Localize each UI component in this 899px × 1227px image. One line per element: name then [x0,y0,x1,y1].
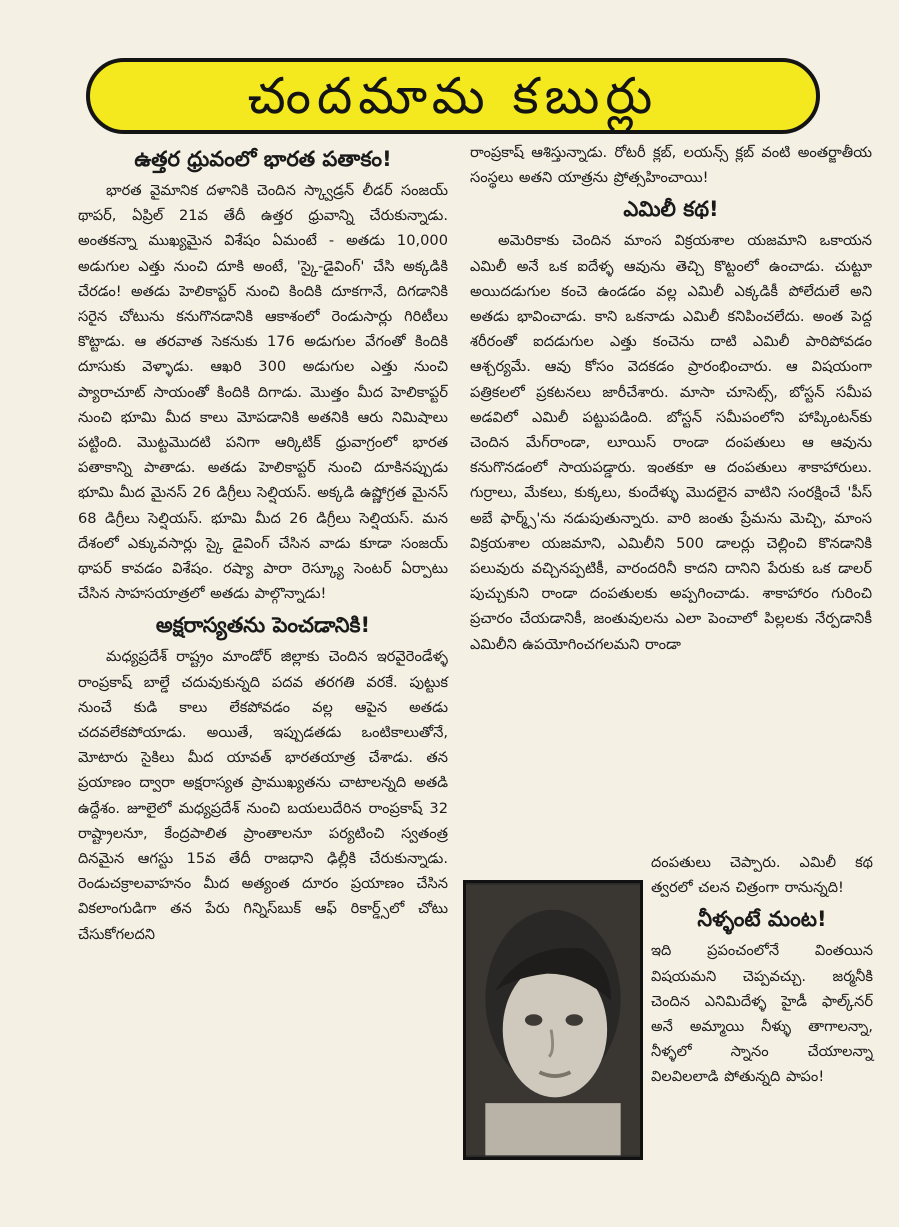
article-body-north-pole: భారత వైమానిక దళానికి చెందిన స్క్వాడ్రన్ లీడర్ సంజయ్ థాపర్, ఏప్రిల్ 21వ తేదీ ఉత్తర ధ్రువాన్ని చేరుకున్నాడు. అంతకన్నా ముఖ్యమైన విశేషం ఏమంటే - అతడు 10,000 అడుగుల ఎత్తు నుంచి దూకి అంటే, 'స్కై-డైవింగ్' చేసి అక్కడికి చేరడం! అతడు హెలికాప్టర్ నుంచి కిందికి దూకగానే, దిగడానికి సరైన చోటును కనుగొనడానికి ఆకాశంలో రెండుసార్లు గిరిటీలు కొట్టాడు. ఆ తరవాత సెకనుకు 176 అడుగుల వేగంతో కిందికి దూసుకు వెళ్ళాడు. ఆఖరి 300 అడుగుల ఎత్తు నుంచి ప్యారాచూట్ సాయంతో కిందికి దిగాడు. మొత్తం మీద హెలికాప్టర్ నుంచి భూమి మీద కాలు మోపడానికి అతనికి ఆరు నిమిషాలు పట్టింది. మొట్టమొదటి పనిగా ఆర్కిటిక్ ధ్రువాగ్రంలో భారత పతాకాన్ని పాతాడు. అతడు హెలికాప్టర్ నుంచి దూకినప్పుడు భూమి మీద మైనస్ 26 డిగ్రీలు సెల్షియస్. అక్కడి ఉష్ణోగ్రత మైనస్ 68 డిగ్రీలు సెల్షియస్. భూమి మీద 26 డిగ్రీలు సెల్షియస్. మన దేశంలో ఎక్కువసార్లు స్కై డైవింగ్ చేసిన వాడు కూడా సంజయ్ థాపర్ కావడం విశేషం. రష్యా పారా రెస్క్యూ సెంటర్ ఏర్పాటు చేసిన సాహసయాత్రలో అతడు పాల్గొన్నాడు! [78,182,448,603]
article-body-water: ఇది ప్రపంచంలోనే వింతయిన విషయమని చెప్పవచ్చు. జర్మనీకి చెందిన ఎనిమిదేళ్ళ హైడీ ఫాల్క్‌నర్ అనే అమ్మాయి నీళ్ళు తాగాలన్నా, నీళ్ళలో స్నానం చేయాలన్నా విలవిలలాడి పోతున్నది పాపం! [651,942,873,1086]
article-body-emily: అమెరికాకు చెందిన మాంస విక్రయశాల యజమాని ఒకాయన ఎమిలీ అనే ఒక ఐదేళ్ళ ఆవును తెచ్చి కొట్టంలో ఉంచాడు. చుట్టూ అయిదడుగుల కంచె ఉండడం వల్ల ఎమిలీ ఎక్కడికీ పోలేదులే అని అతడు భావించాడు. కాని ఒకనాడు ఎమిలీ కనిపించలేదు. అంత పెద్ద శరీరంతో ఐదడుగుల ఎత్తు కంచెను దాటి ఎమిలీ పారిపోవడం ఆశ్చర్యమే. ఆవు కోసం వెదకడం ప్రారంభించారు. ఆ విషయంగా పత్రికలలో ప్రకటనలు జారీచేశారు. మాసా చూసెట్స్, బోస్టన్ సమీప అడవిలో ఎమిలీ పట్టుపడింది. బోస్టన్ సమీపంలోని హాప్కింటన్‌కు చెందిన మేగ్‌రాండా, లూయిస్ రాండా దంపతులు ఆ ఆవును కనుగొనడంలో సాయపడ్డారు. ఇంతకూ ఆ దంపతులు శాకాహారులు. గుర్రాలు, మేకలు, కుక్కలు, కుందేళ్ళు మొదలైన వాటిని సంరక్షించే 'పీస్ అబే ఫార్మ్స్'ను నడుపుతున్నారు. వారి జంతు ప్రేమను మెచ్చి, మాంస విక్రయశాల యజమాని, ఎమిలీని 500 డాలర్లు చెల్లించి కొనడానికి పలువురు వచ్చినప్పటికీ, వారందరినీ కాదని దానిని పేరుకు ఒక డాలర్ పుచ్చుకుని రాండా దంపతులకు అప్పగించాడు. శాకాహారం గురించి ప్రచారం చేయడానికీ, జంతువులను ఎలా పెంచాలో పిల్లలకు నేర్పడానికీ ఎమిలీని ఉపయోగించగలమని రాండా [470,232,872,653]
article-body-emily-continued: దంపతులు చెప్పారు. ఎమిలీ కథ త్వరలో చలన చిత్రంగా రానున్నది! [651,854,873,897]
article-body-literacy: మధ్యప్రదేశ్ రాష్ట్రం మాండోర్ జిల్లాకు చెందిన ఇరవైరెండేళ్ళ రాంప్రకాష్ బాల్డే చదువుకున్నది పదవ తరగతి వరకే. పుట్టుక నుంచే కుడి కాలు లేకపోవడం వల్ల ఆపైన అతడు చదవలేకపోయాడు. అయితే, ఇప్పుడతడు ఒంటికాలుతోనే, మోటారు సైకిలు మీద యావత్ భారతయాత్ర చేశాడు. తన ప్రయాణం ద్వారా అక్షరాస్యత ప్రాముఖ్యతను చాటాలన్నది అతడి ఉద్దేశం. జూలైలో మధ్యప్రదేశ్ నుంచి బయలుదేరిన రాంప్రకాష్ 32 రాష్ట్రాలనూ, కేంద్రపాలిత ప్రాంతాలనూ పర్యటించి స్వతంత్ర దినమైన ఆగస్టు 15వ తేదీ రాజధాని ఢిల్లీకి చేరుకున్నాడు. రెండుచక్రాలవాహనం మీద అత్యంత దూరం ప్రయాణం చేసిన వికలాంగుడిగా తన పేరు గిన్నిస్‌బుక్ ఆఫ్ రికార్డ్స్‌లో చోటు చేసుకోగలదని [78,648,448,943]
left-column [78,140,448,947]
girl-portrait-icon [466,883,640,1157]
article-title-north-pole: ఉత్తర ధ్రువంలో భారత పతాకం! [134,147,392,171]
title-banner [86,58,820,134]
article-title-water: నీళ్ళంటే మంట! [697,907,827,932]
banner-title: చందమామ కబుర్లు [247,67,659,125]
right-column [470,140,872,657]
article-title-emily: ఎమిలీ కథ! [623,197,719,222]
right-bottom-column [651,850,873,1090]
article-body-literacy-continued: రాంప్రకాష్ ఆశిస్తున్నాడు. రోటరీ క్లబ్, లయన్స్ క్లబ్ వంటి అంతర్జాతీయ సంస్థలు అతని యాత్రను ప్రోత్సహించాయి! [470,144,872,187]
girl-portrait-photo [463,880,643,1160]
article-title-literacy: అక్షరాస్యతను పెంచడానికి! [155,613,371,638]
